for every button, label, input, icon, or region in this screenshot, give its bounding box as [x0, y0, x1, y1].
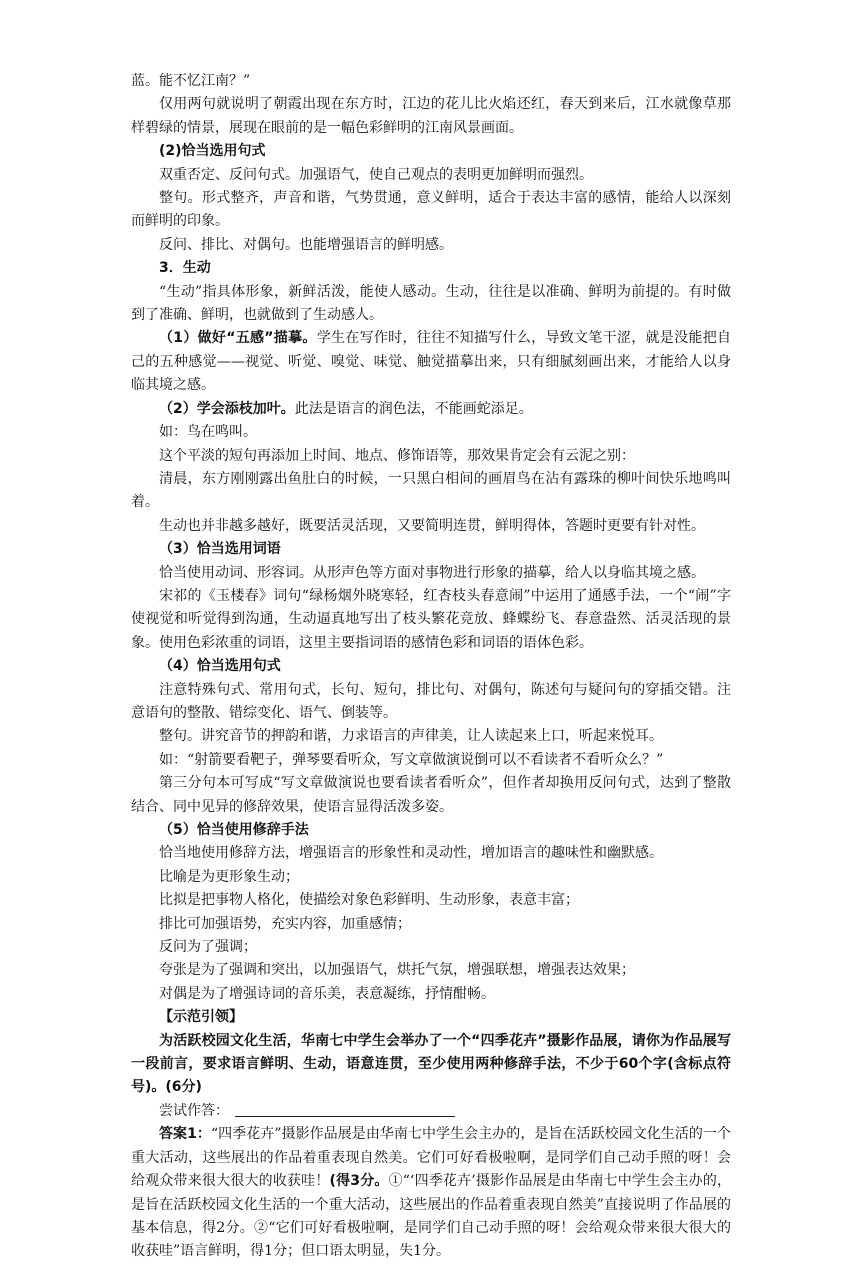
- answer-heading: 答案1：: [159, 1126, 211, 1143]
- section-heading: 3．生动: [159, 260, 211, 277]
- paragraph: 反问、排比、对偶句。也能增强语言的鲜明感。: [159, 236, 453, 253]
- answer-blank[interactable]: [235, 1102, 455, 1117]
- paragraph: “生动”指具体形象，新鲜活泼，能使人感动。生动，往往是以准确、鲜明为前提的。有时做到了准确、鲜明，也就做到了生动感人。: [131, 283, 731, 324]
- paragraph-text: 学生在写作时，往往不知描写什么，导致文笔干涩，就是没能把自己的五种感觉——视觉、听觉、嗅觉、味觉、触觉描摹出来，只有细腻刻画出来，才能给人以身临其境之感。: [131, 330, 731, 394]
- paragraph: 宋祁的《玉楼春》词句“绿杨烟外晓寒轻，红杏枝头春意闹”中运用了通感手法，一个“闹”字使视觉和听觉得到沟通，生动逼真地写出了枝头繁花竞放、蜂蝶纷飞、春意盎然、活灵活现的景象。使用色彩浓重的词语，这里主要指词语的感情色彩和词语的语体色彩。: [131, 587, 731, 651]
- paragraph: [131, 327, 731, 397]
- section-heading: 【示范引领】: [159, 1009, 243, 1026]
- paragraph: 双重否定、反问句式。加强语气，使自己观点的表明更加鲜明而强烈。: [159, 166, 593, 183]
- paragraph: 排比可加强语势，充实内容，加重感情；: [159, 915, 411, 932]
- paragraph: 反问为了强调；: [159, 939, 257, 956]
- paragraph: 夸张是为了强调和突出，以加强语气，烘托气氛，增强联想，增强表达效果；: [159, 962, 635, 979]
- paragraph: 生动也并非越多越好，既要活灵活现，又要简明连贯，鲜明得体，答题时更要有针对性。: [159, 517, 705, 534]
- paragraph: 恰当使用动词、形容词。从形声色等方面对事物进行形象的描摹，给人以身临其境之感。: [159, 564, 705, 581]
- paragraph: 仅用两句就说明了朝霞出现在东方时，江边的花儿比火焰还红，春天到来后，江水就像草那样碧绿的情景，展现在眼前的是一幅色彩鲜明的江南风景画面。: [131, 96, 731, 136]
- score-explanation: ①“‘四季花卉’摄影作品展是由华南七中学生会主办的，是旨在活跃校园文化生活的一个重大活动，这些展出的作品着重表现自然美”直接说明了作品展的基本信息，得2分。②“它们可好看极啦啊，是同学们自己动手照的呀！会给观众带来很大很大的收获哇”语言鲜明，得1分；但口语太明显，失1分。: [131, 1173, 732, 1260]
- paragraph: 蓝。能不忆江南？”: [131, 73, 251, 89]
- task-prompt: 为活跃校园文化生活，华南七中学生会举办了一个“四季花卉”摄影作品展，请你为作品展写一段前言，要求语言鲜明、生动，语意连贯，至少使用两种修辞手法，不少于60个字(含标点符号)。(6分): [131, 1032, 731, 1096]
- section-heading: (2)恰当选用句式: [159, 143, 266, 160]
- inline-heading: （1）做好“五感”描摹。: [159, 330, 317, 347]
- paragraph: 比拟是把事物人格化，使描绘对象色彩鲜明、生动形象，表意丰富；: [159, 892, 579, 909]
- paragraph: 如：“射箭要看靶子，弹琴要看听众，写文章做演说倒可以不看读者不看听众么？”: [159, 751, 664, 768]
- paragraph: 整句。讲究音节的押韵和谐，力求语言的声律美，让人读起来上口，听起来悦耳。: [159, 728, 663, 745]
- paragraph: 这个平淡的短句再添加上时间、地点、修饰语等，那效果肯定会有云泥之别：: [159, 447, 635, 464]
- paragraph: 清晨，东方刚刚露出鱼肚白的时候，一只黑白相间的画眉鸟在沾有露珠的柳叶间快乐地鸣叫着。: [131, 470, 731, 511]
- paragraph: 对偶是为了增强诗词的音乐美，表意凝练，抒情酣畅。: [159, 985, 495, 1002]
- paragraph: [131, 398, 731, 421]
- section-heading: （4）恰当选用句式: [159, 658, 281, 675]
- paragraph-text: 此法是语言的润色法，不能画蛇添足。: [294, 400, 533, 417]
- document-page: [131, 70, 731, 1264]
- answer-text: “四季花卉”摄影作品展是由华南七中学生会主办的，是旨在活跃校园文化生活的一个重大活动，这些展出的作品着重表现自然美。它们可好看极啦啊，是同学们自己动手照的呀！会给观众带来很大很大的收获哇！: [131, 1126, 731, 1190]
- score-note: (得3分。: [329, 1173, 389, 1190]
- section-heading: （3）恰当选用词语: [159, 541, 281, 558]
- paragraph: 整句。形式整齐，声音和谐，气势贯通，意义鲜明，适合于表达丰富的感情，能给人以深刻而鲜明的印象。: [131, 190, 731, 230]
- paragraph: 比喻是为更形象生动；: [159, 868, 299, 885]
- answer-label: 尝试作答：: [159, 1102, 229, 1119]
- section-heading: （5）恰当使用修辞手法: [159, 822, 309, 838]
- answer-line: [131, 1100, 731, 1123]
- paragraph: 第三分句本可写成“写文章做演说也要看读者看听众”，但作者却换用反问句式，达到了整散结合、同中见异的修辞效果，使语言显得活泼多姿。: [131, 775, 731, 815]
- paragraph: 如：鸟在鸣叫。: [159, 424, 257, 441]
- paragraph: 注意特殊句式、常用句式，长句、短句，排比句、对偶句，陈述句与疑问句的穿插交错。注意语句的整散、错综变化、语气、倒装等。: [131, 681, 731, 721]
- paragraph: 恰当地使用修辞方法，增强语言的形象性和灵动性，增加语言的趣味性和幽默感。: [159, 845, 663, 862]
- inline-heading: （2）学会添枝加叶。: [159, 400, 295, 417]
- paragraph: [131, 1123, 731, 1263]
